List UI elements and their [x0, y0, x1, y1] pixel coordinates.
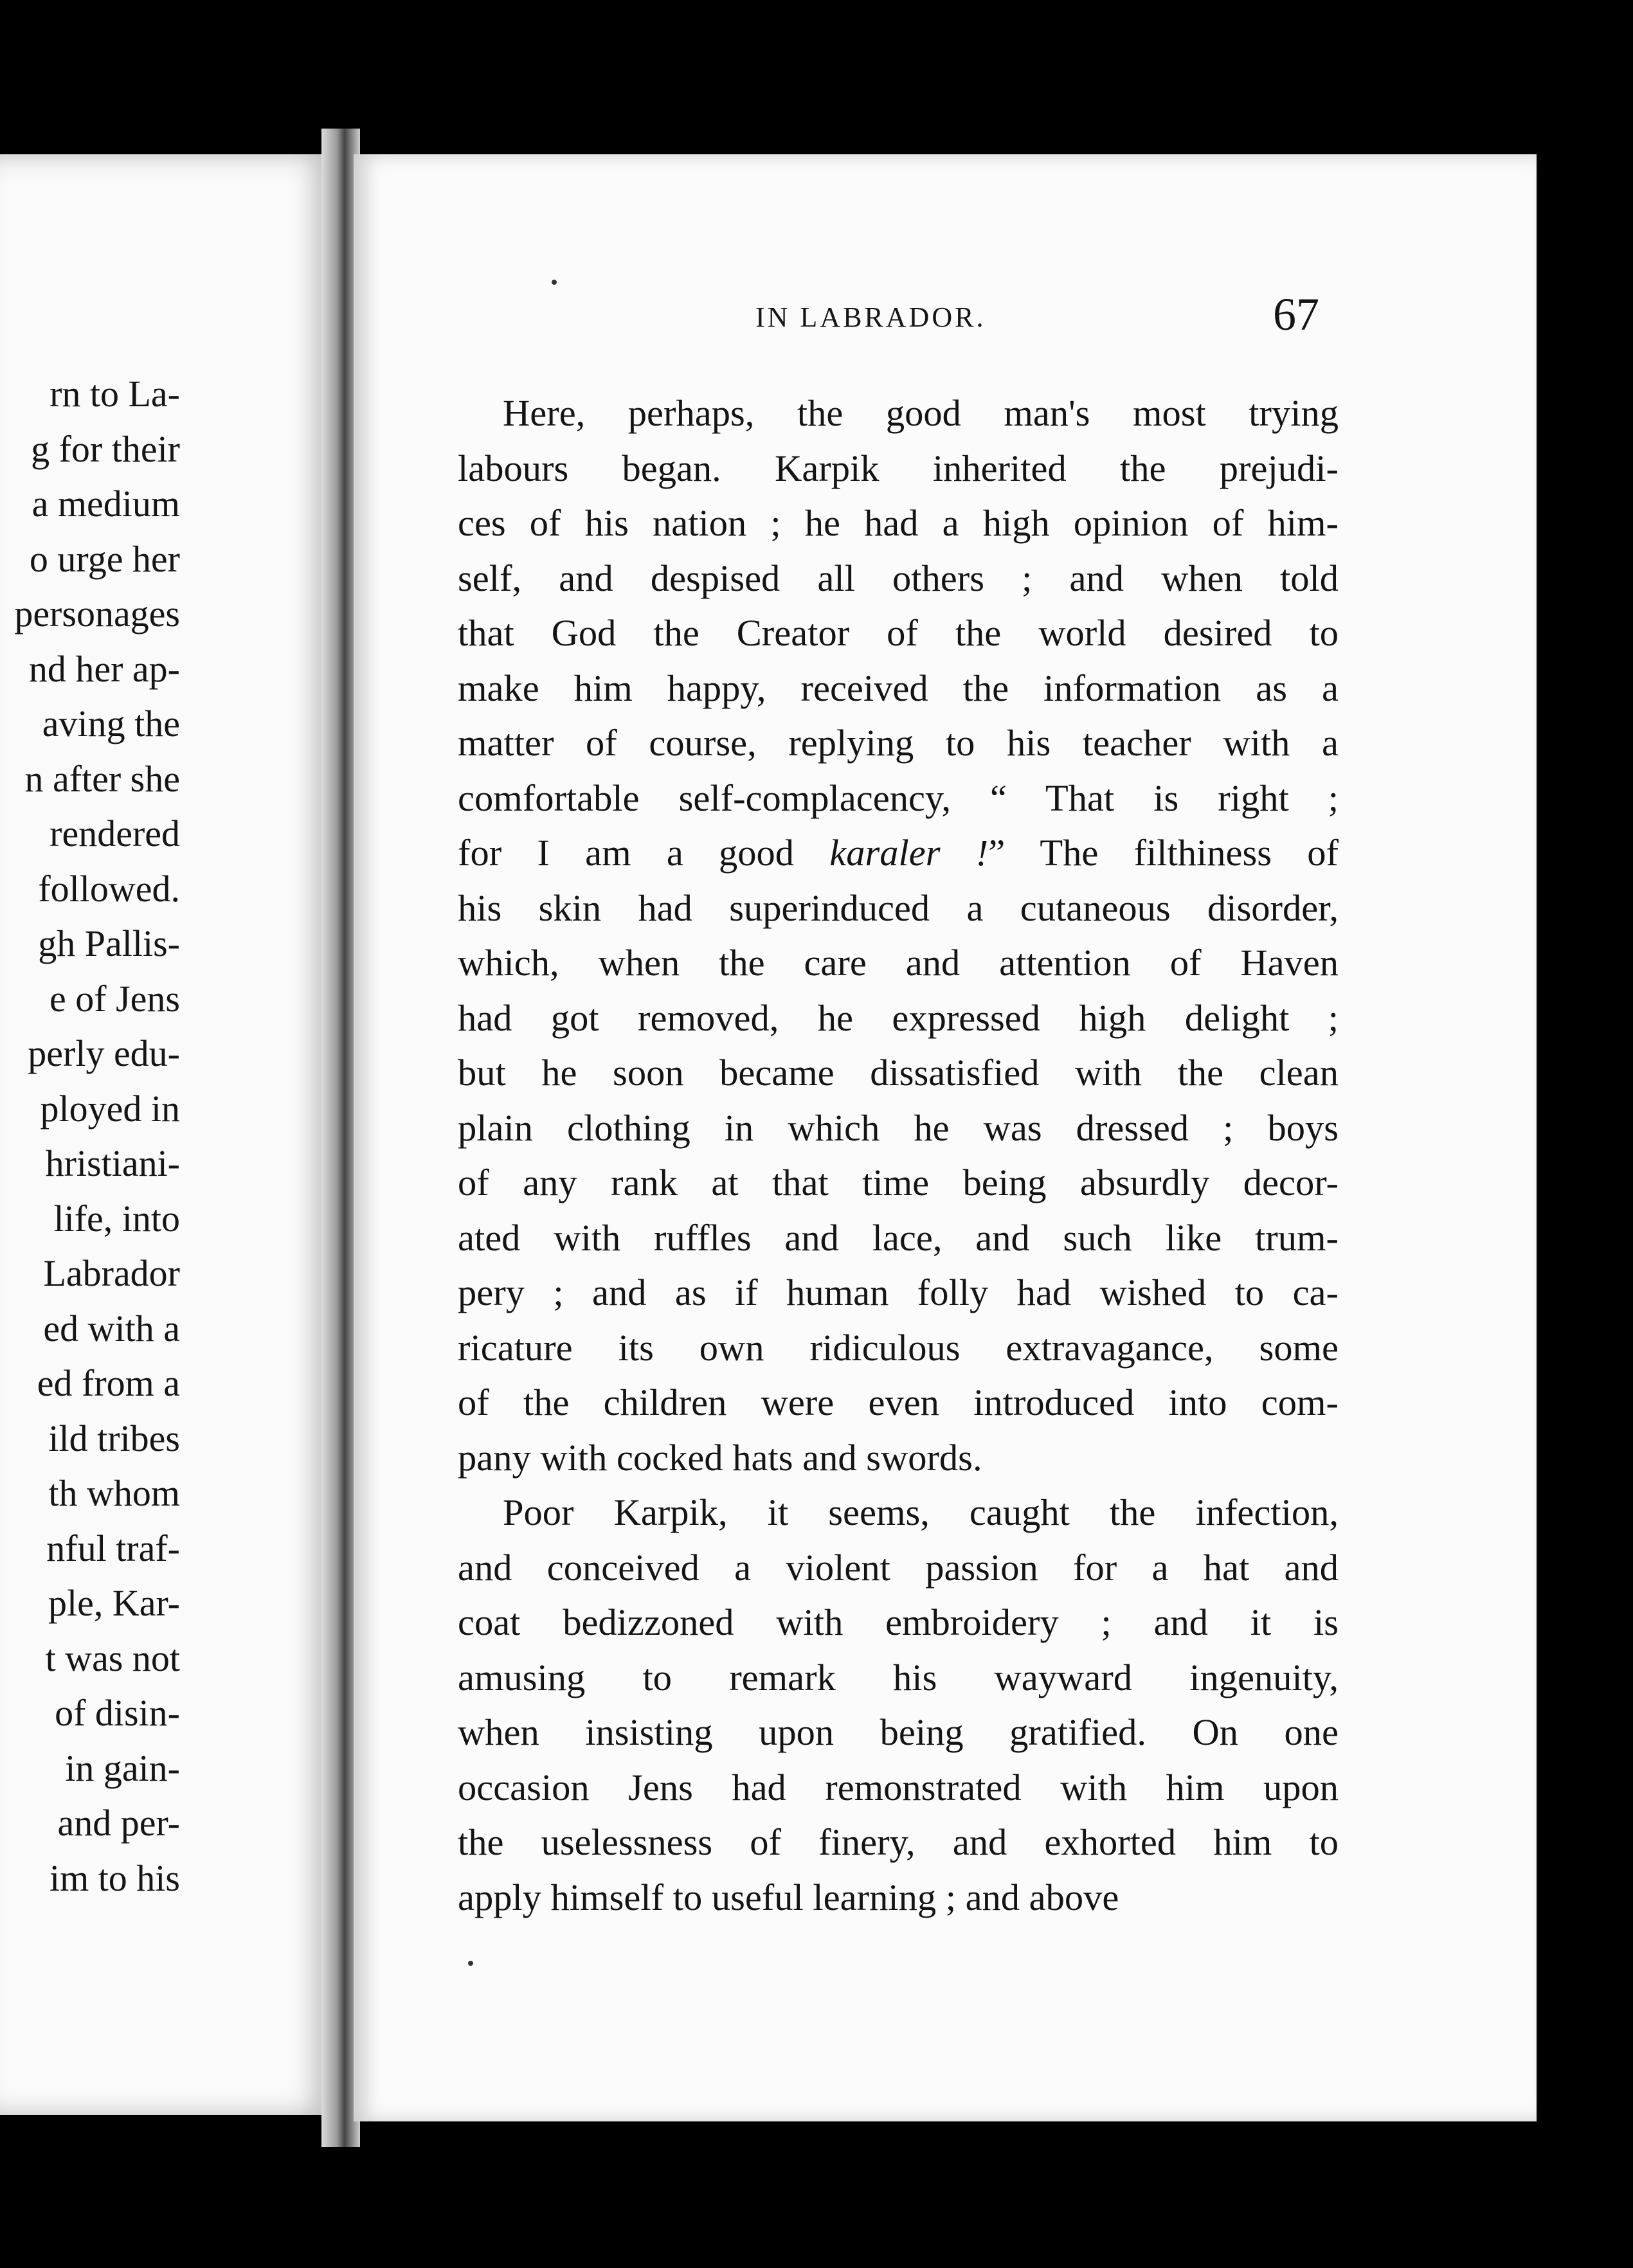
facing-page-line: in gain-	[65, 1747, 180, 1789]
text-line: of any rank at that time being absurdly decor-	[458, 1162, 1339, 1203]
facing-page-line: gh Pallis-	[38, 923, 180, 964]
text-line: pery ; and as if human folly had wished to ca-	[458, 1272, 1339, 1313]
text-line: had got removed, he expressed high delight ;	[458, 996, 1339, 1039]
scan-border-top	[0, 0, 1633, 148]
text-line: his skin had superinduced a cutaneous disorder,	[458, 887, 1339, 929]
facing-page-line: hristiani-	[45, 1142, 180, 1184]
scan-speck	[468, 1961, 473, 1966]
text-line: labours began. Karpik inherited the prejudi-	[458, 447, 1339, 489]
facing-page-line: ployed in	[40, 1087, 180, 1130]
facing-page-line: t was not	[45, 1637, 180, 1679]
text-line: ricature its own ridiculous extravagance, some	[458, 1326, 1339, 1369]
facing-page-line: of disin-	[55, 1692, 180, 1734]
facing-page-line: ple, Kar-	[48, 1582, 180, 1624]
text-line: but he soon became dissatisfied with the clean	[458, 1052, 1339, 1094]
text-line: ated with ruffles and lace, and such like trum-	[458, 1216, 1339, 1259]
facing-page-line: Labrador	[43, 1252, 180, 1294]
facing-page-line: im to his	[49, 1857, 180, 1899]
facing-page-line: o urge her	[29, 537, 180, 580]
facing-page-line: and per-	[57, 1802, 180, 1844]
text-line: amusing to remark his wayward ingenuity,	[458, 1656, 1339, 1698]
text-line: occasion Jens had remonstrated with him upon	[458, 1766, 1339, 1808]
text-line: ces of his nation ; he had a high opinion of him-	[458, 502, 1339, 544]
paragraph-2	[458, 1485, 1339, 1925]
facing-page-line: perly edu-	[28, 1032, 180, 1074]
facing-page-line: g for their	[31, 428, 180, 470]
text-line: Poor Karpik, it seems, caught the infection,	[503, 1491, 1339, 1533]
facing-page-line: personages	[14, 593, 180, 634]
facing-page-line: rn to La-	[50, 373, 180, 415]
facing-page-line: ed from a	[37, 1362, 180, 1404]
facing-page-lines	[14, 366, 180, 1905]
facing-page-line: aving the	[42, 703, 180, 744]
text-line: pany with cocked hats and swords.	[458, 1436, 982, 1479]
facing-page-line: rendered	[50, 813, 180, 854]
text-line: which, when the care and attention of Haven	[458, 942, 1339, 984]
running-head: IN LABRADOR.	[755, 302, 986, 333]
italic-word: karaler !	[829, 832, 989, 874]
scan-border-right	[1556, 0, 1633, 2268]
facing-page-text	[14, 366, 180, 1905]
facing-page-line: nful traf-	[46, 1527, 180, 1569]
text-line: matter of course, replying to his teacher with a	[458, 722, 1339, 764]
text-line: self, and despised all others ; and when told	[458, 557, 1339, 599]
scan-speck	[552, 280, 557, 285]
body-text	[458, 386, 1339, 1925]
facing-page-line: followed.	[38, 867, 180, 910]
facing-page-left	[0, 154, 334, 2115]
facing-page-line: a medium	[32, 483, 180, 525]
text-line: plain clothing in which he was dressed ; boys	[458, 1106, 1339, 1149]
facing-page-line: life, into	[53, 1197, 180, 1239]
facing-page-line: n after she	[24, 757, 180, 800]
facing-page-line: nd her ap-	[28, 647, 180, 690]
text-line: for I am a good karaler !” The filthiness of	[458, 832, 1339, 874]
facing-page-line: th whom	[48, 1472, 180, 1514]
text-line: the uselessness of finery, and exhorted him to	[458, 1821, 1339, 1863]
text-line: and conceived a violent passion for a hat and	[458, 1546, 1339, 1589]
text-line: of the children were even introduced into com-	[458, 1382, 1339, 1423]
facing-page-line: e of Jens	[50, 977, 180, 1020]
page-number: 67	[1273, 289, 1319, 340]
text-line: comfortable self-complacency, “ That is right ;	[458, 777, 1339, 819]
scan-border-bottom	[0, 2147, 1633, 2268]
text-line: Here, perhaps, the good man's most trying	[503, 392, 1339, 434]
text-line: make him happy, received the information as a	[458, 667, 1339, 709]
facing-page-line: ed with a	[43, 1307, 180, 1349]
facing-page-line: ild tribes	[48, 1417, 180, 1459]
text-line: when insisting upon being gratified. On one	[458, 1711, 1339, 1753]
text-line: that God the Creator of the world desired to	[458, 612, 1339, 654]
text-line: apply himself to useful learning ; and above	[458, 1876, 1119, 1918]
paragraph-1	[458, 386, 1339, 1485]
text-line: coat bedizzoned with embroidery ; and it is	[458, 1601, 1339, 1643]
